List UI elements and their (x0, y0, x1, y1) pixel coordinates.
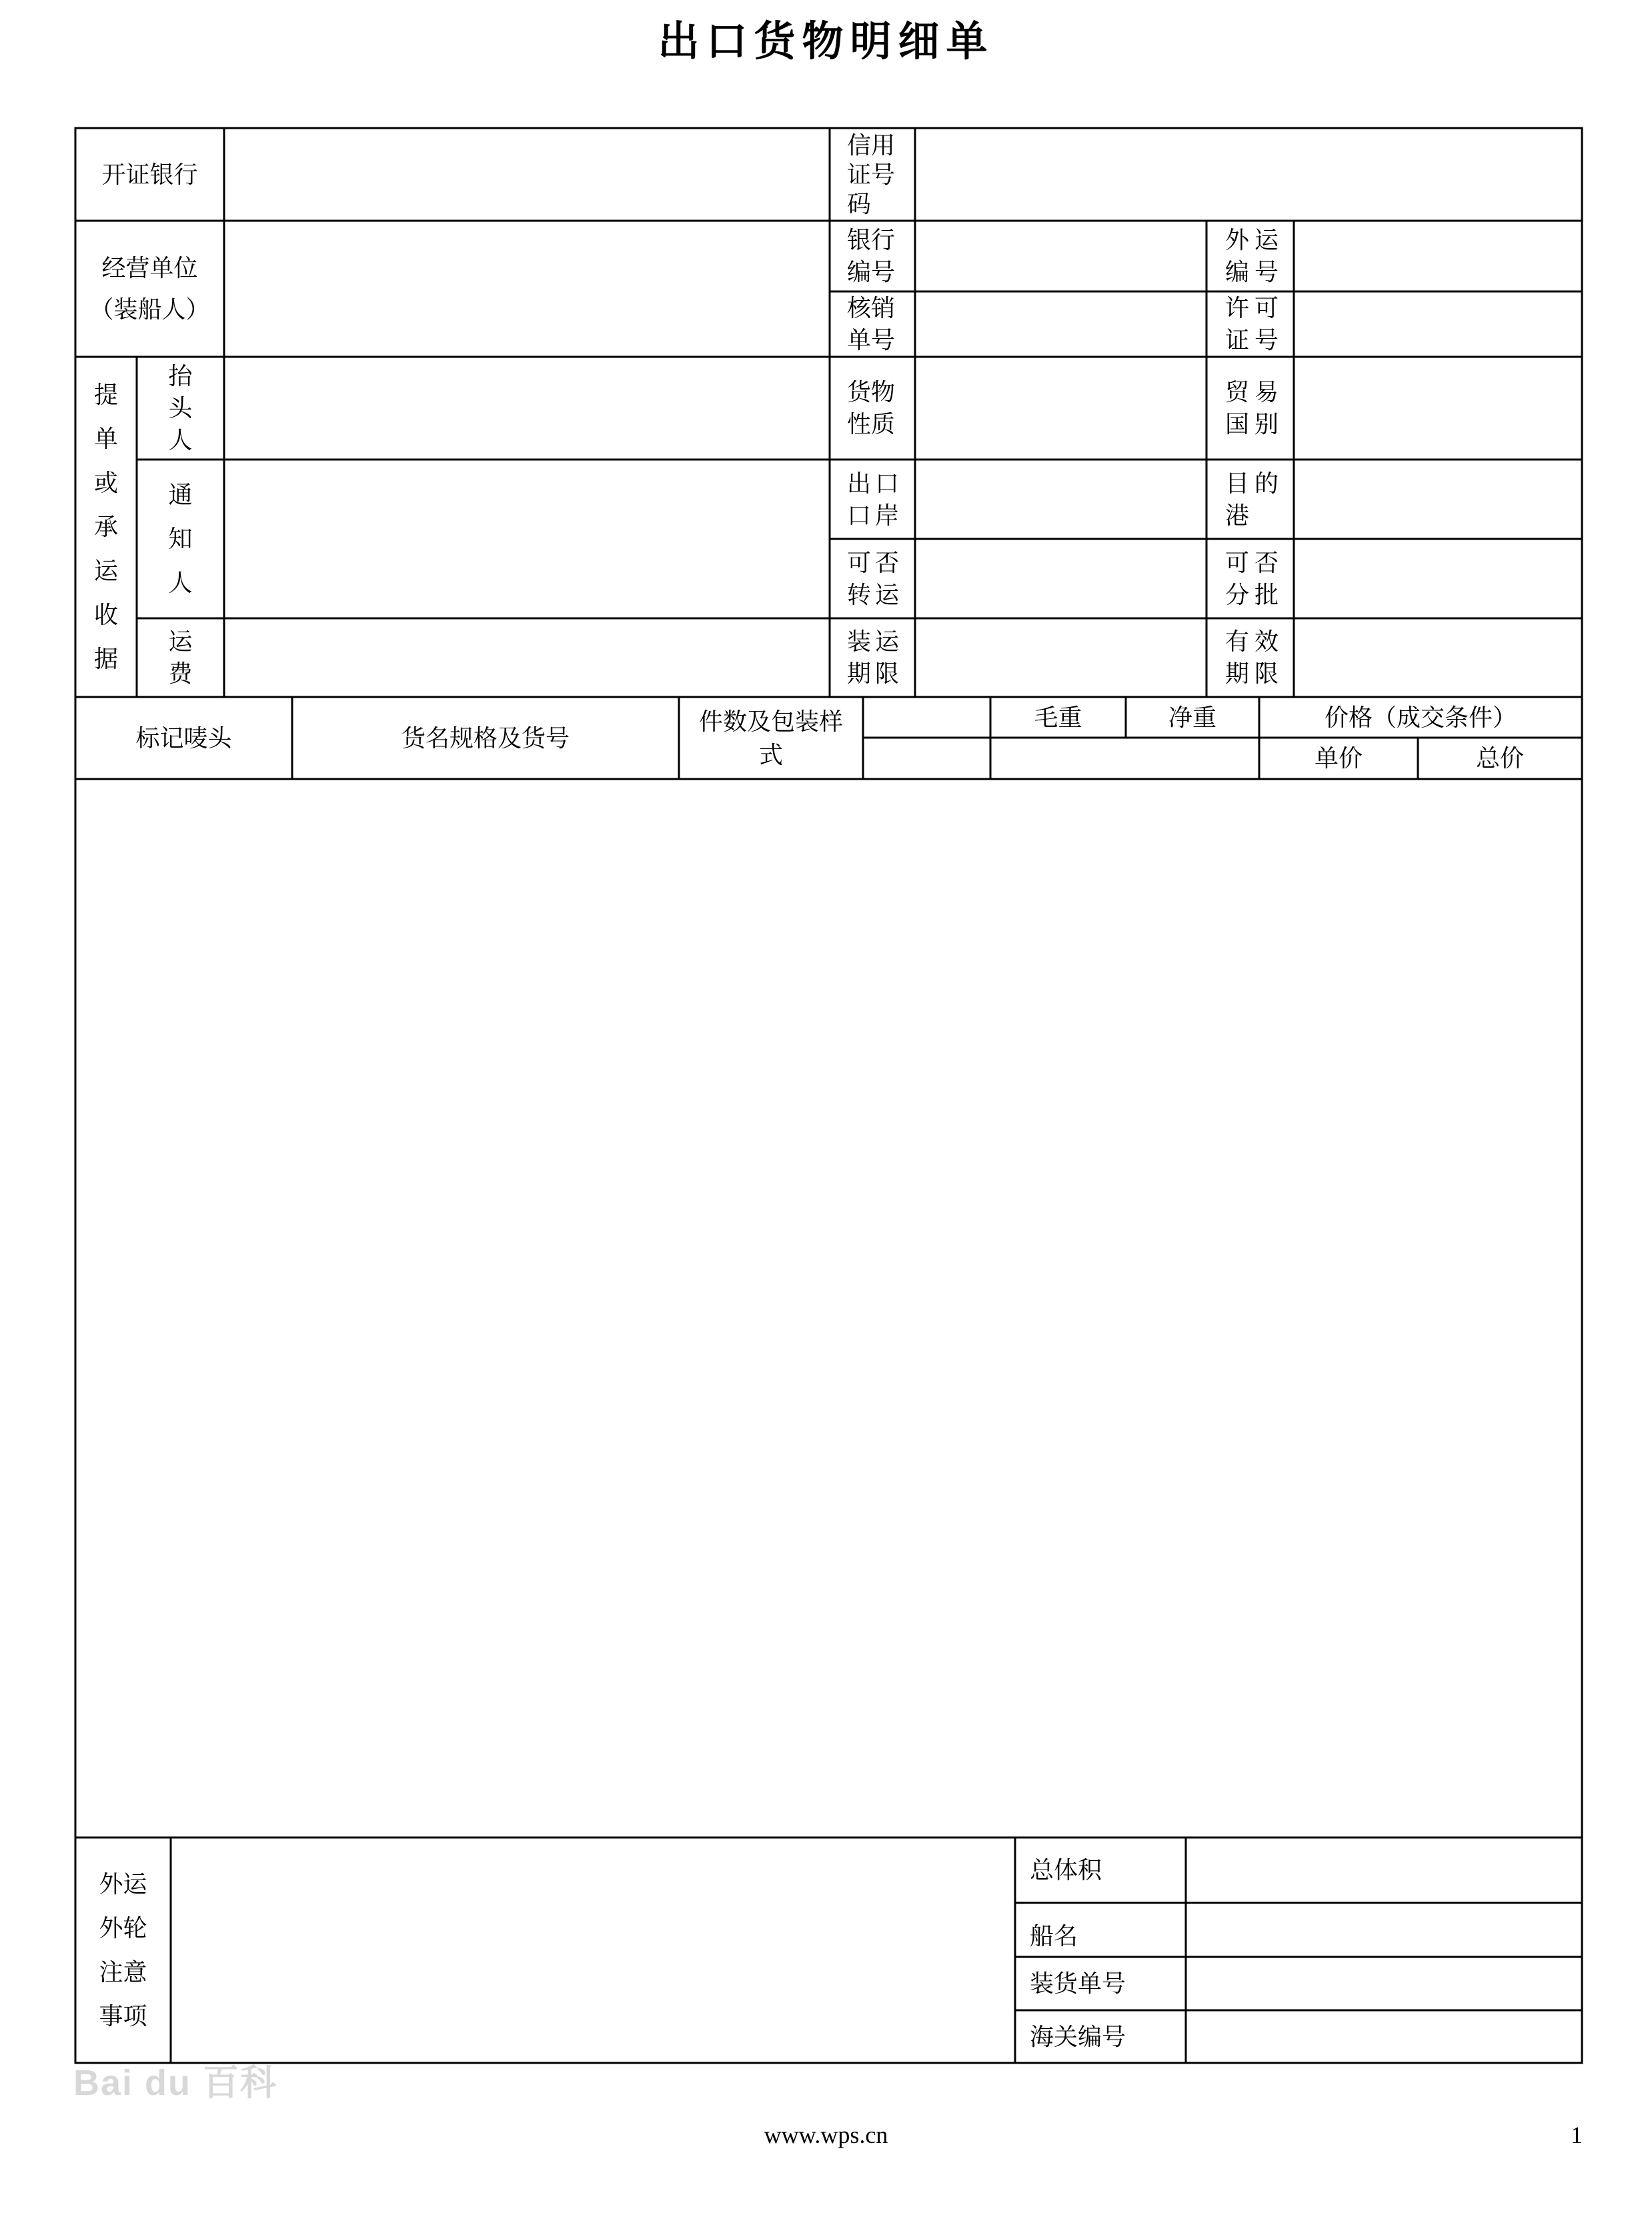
label-trade-country: 贸易 国别 (1225, 378, 1285, 438)
label-license-no: 许可 证号 (1225, 294, 1285, 353)
page-number: 1 (1571, 2122, 1583, 2148)
label-customs-no: 海关编号 (1030, 2022, 1126, 2050)
header-description: 货名规格及货号 (401, 724, 570, 752)
form-title: 出口货物明细单 (658, 19, 994, 65)
label-notify: 通 知 人 (168, 481, 193, 596)
label-notes: 外运 外轮 注意 事项 (99, 1870, 147, 2030)
header-price: 价格（成交条件） (1324, 703, 1517, 731)
label-shipping-no: 外运 编号 (1225, 226, 1285, 285)
header-unit-price: 单价 (1314, 744, 1363, 772)
label-consignee: 抬 头 人 (168, 362, 193, 454)
label-destination-port: 目的 港 (1225, 469, 1285, 529)
header-marks: 标记唛头 (135, 724, 232, 752)
label-lc-number: 信用 证号 码 (847, 131, 896, 217)
label-goods-nature: 货物 性质 (847, 378, 896, 438)
header-packages: 件数及包装样 式 (698, 707, 843, 768)
header-gross-weight: 毛重 (1034, 703, 1082, 731)
header-total-price: 总价 (1475, 744, 1524, 772)
label-export-port: 出口 口岸 (847, 469, 904, 529)
label-operator: 经营单位 （装船人） (89, 254, 210, 323)
header-net-weight: 净重 (1168, 703, 1216, 731)
label-freight: 运 费 (168, 628, 193, 687)
label-issuing-bank: 开证银行 (101, 160, 198, 188)
label-validity-period: 有效 期限 (1225, 628, 1285, 687)
watermark-logo: Bai du 百科 (73, 2063, 278, 2103)
label-shipment-period: 装运 期限 (847, 628, 904, 687)
label-verification-no: 核销 单号 (847, 294, 896, 353)
footer-url: www.wps.cn (764, 2122, 888, 2148)
label-total-volume: 总体积 (1030, 1856, 1102, 1884)
label-transshipment: 可否 转运 (847, 548, 904, 608)
label-bank-no: 银行 编号 (847, 226, 896, 285)
label-bl-group: 提 单 或 承 运 收 据 (93, 381, 118, 672)
label-shipping-order-no: 装货单号 (1030, 1970, 1126, 1997)
label-partial-shipment: 可否 分批 (1225, 548, 1285, 608)
label-vessel-name: 船名 (1030, 1922, 1078, 1950)
